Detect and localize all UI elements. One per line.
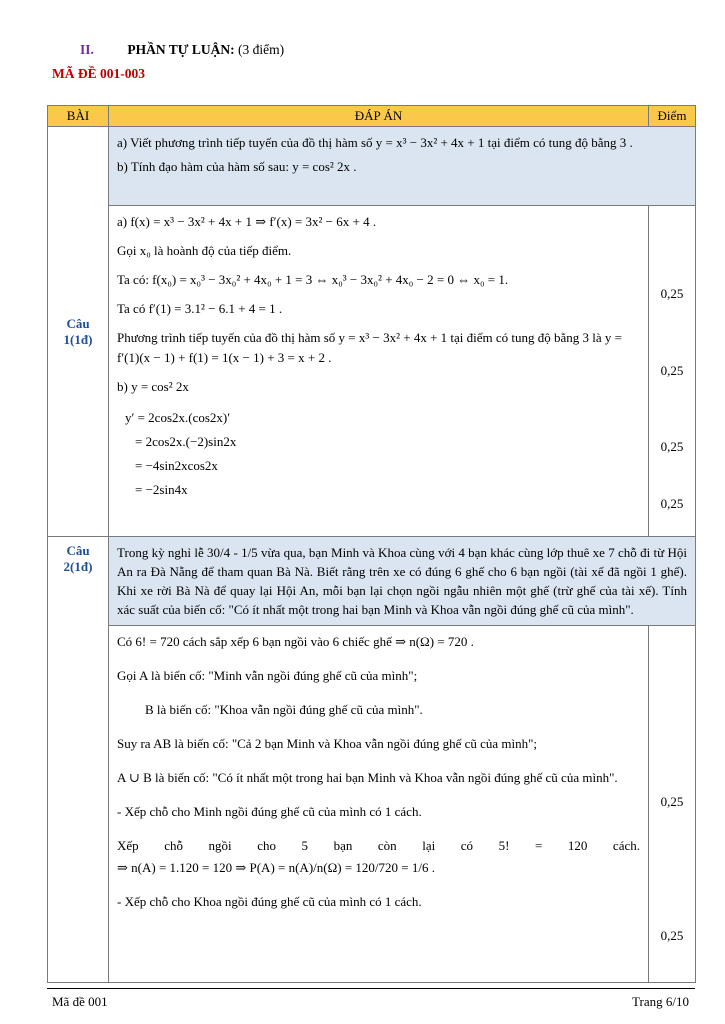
q1-point-3: 0,25 (660, 439, 684, 454)
q2-line-6: - Xếp chỗ cho Minh ngồi đúng ghế cũ của mình có 1 cách. (117, 804, 422, 819)
q1-prompt-row (48, 127, 696, 206)
header-dap-an: ĐÁP ÁN (109, 106, 649, 127)
q1-line-4: Ta có f′(1) = 3.1² − 6.1 + 4 = 1 . (117, 301, 283, 316)
q1-line-2: Gọi x₀ là hoành độ của tiếp điểm. (117, 243, 292, 258)
q1-point-2: 0,25 (660, 363, 684, 378)
q2-line-4: Suy ra AB là biến cố: "Cả 2 bạn Minh và Khoa vẫn ngồi đúng ghế cũ của mình"; (117, 736, 538, 751)
q2-line-5: A ∪ B là biến cố: "Có ít nhất một trong hai bạn Minh và Khoa vẫn ngồi đúng ghế cũ của mình". (117, 770, 618, 785)
section-points: (3 điểm) (238, 42, 285, 57)
section-number: II. (80, 42, 94, 57)
q2-label (48, 537, 109, 983)
q2-label-line2: 2(1đ) (63, 559, 93, 574)
q1-answer-row (48, 206, 696, 537)
header-bai: BÀI (48, 106, 109, 127)
q1-answer (109, 206, 649, 537)
section-title: PHẦN TỰ LUẬN: (127, 42, 235, 57)
q1-point-1: 0,25 (660, 286, 684, 301)
q1-label-line2: 1(1đ) (63, 331, 93, 347)
q1-deriv-3: = −4sin2xcos2x (135, 458, 218, 473)
q1-label (48, 127, 109, 537)
q1-line-6: b) y = cos² 2x (117, 379, 189, 394)
answer-table (47, 105, 696, 983)
q2-prompt (109, 537, 696, 626)
q2-line-1: Có 6! = 720 cách sắp xếp 6 bạn ngồi vào 6 chiếc ghế ⇒ n(Ω) = 720 . (117, 634, 474, 649)
q2-line-2: Gọi A là biến cố: "Minh vẫn ngồi đúng ghế cũ của mình"; (117, 668, 418, 683)
q2-line-9: - Xếp chỗ cho Khoa ngồi đúng ghế cũ của mình có 1 cách. (117, 894, 422, 909)
header-row (48, 106, 696, 127)
q1-line-3: Ta có: f(x₀) = x₀³ − 3x₀² + 4x₀ + 1 = 3 ⇔ x₀³ − 3x₀² + 4x₀ − 2 = 0 ⇔ x₀ = 1. (117, 272, 509, 287)
section-heading (80, 42, 284, 58)
q2-prompt-text: Trong kỳ nghỉ lễ 30/4 - 1/5 vừa qua, bạn Minh và Khoa cùng với 4 bạn khác cùng lớp thuê xe 7 chỗ đi từ Hội An ra Đà Nẵng để tham quan Bà Nà. Biết rằng trên xe có đúng 6 ghế cho 6 bạn ngồi (tài xế đã ngồi 1 ghế). Khi xe rời Bà Nà để quay lại Hội An, mỗi bạn lại chọn ngồi ngẫu nhiên một ghế (trừ ghế của tài xế). Tính xác suất của biến cố: "Có ít nhất một trong hai bạn Minh và Khoa vẫn ngồi đúng ghế cũ của mình". (117, 545, 687, 617)
q1-line-5: Phương trình tiếp tuyến của đồ thị hàm số y = x³ − 3x² + 4x + 1 tại điểm có tung độ bằng 3 là y = f′(1)(x − 1) + f(1) = 1(x − 1) + 3 = x + 2 . (117, 330, 623, 365)
q2-prompt-row (48, 537, 696, 626)
footer-rule (47, 988, 695, 989)
q1-label-line1: Câu (66, 315, 90, 331)
q1-deriv-2: = 2cos2x.(−2)sin2x (135, 434, 237, 449)
footer-page-number: Trang 6/10 (632, 994, 689, 1009)
q1-prompt-b: b) Tính đạo hàm của hàm số sau: y = cos² 2x . (117, 159, 357, 174)
footer-exam-code: Mã đề 001 (52, 994, 108, 1009)
q2-points (649, 626, 696, 983)
q1-deriv-4: = −2sin4x (135, 482, 188, 497)
exam-code: MÃ ĐỀ 001-003 (52, 66, 145, 81)
q1-derivation (125, 406, 640, 502)
q1-point-4: 0,25 (660, 496, 684, 511)
q2-line-7: Xếp chỗ ngồi cho 5 bạn còn lại có 5! = 120 cách. (117, 838, 640, 853)
q1-points (649, 206, 696, 537)
q1-line-1: a) f(x) = x³ − 3x² + 4x + 1 ⇒ f′(x) = 3x² − 6x + 4 . (117, 214, 377, 229)
q1-deriv-1: y′ = 2cos2x.(cos2x)′ (125, 410, 231, 425)
q2-line-3: B là biến cố: "Khoa vẫn ngồi đúng ghế cũ của mình". (145, 702, 423, 717)
q1-prompt (109, 127, 696, 206)
header-diem: Điểm (649, 106, 696, 127)
q2-point-1: 0,25 (660, 794, 684, 809)
q2-label-line1: Câu (66, 543, 90, 558)
q2-answer (109, 626, 649, 983)
q2-line-8: ⇒ n(A) = 1.120 = 120 ⇒ P(A) = n(A)/n(Ω) = 120/720 = 1/6 . (117, 860, 435, 875)
q2-answer-row (48, 626, 696, 983)
q1-prompt-a: a) Viết phương trình tiếp tuyến của đồ thị hàm số y = x³ − 3x² + 4x + 1 tại điểm có tung độ bằng 3 . (117, 135, 633, 150)
q2-point-2: 0,25 (660, 928, 684, 943)
